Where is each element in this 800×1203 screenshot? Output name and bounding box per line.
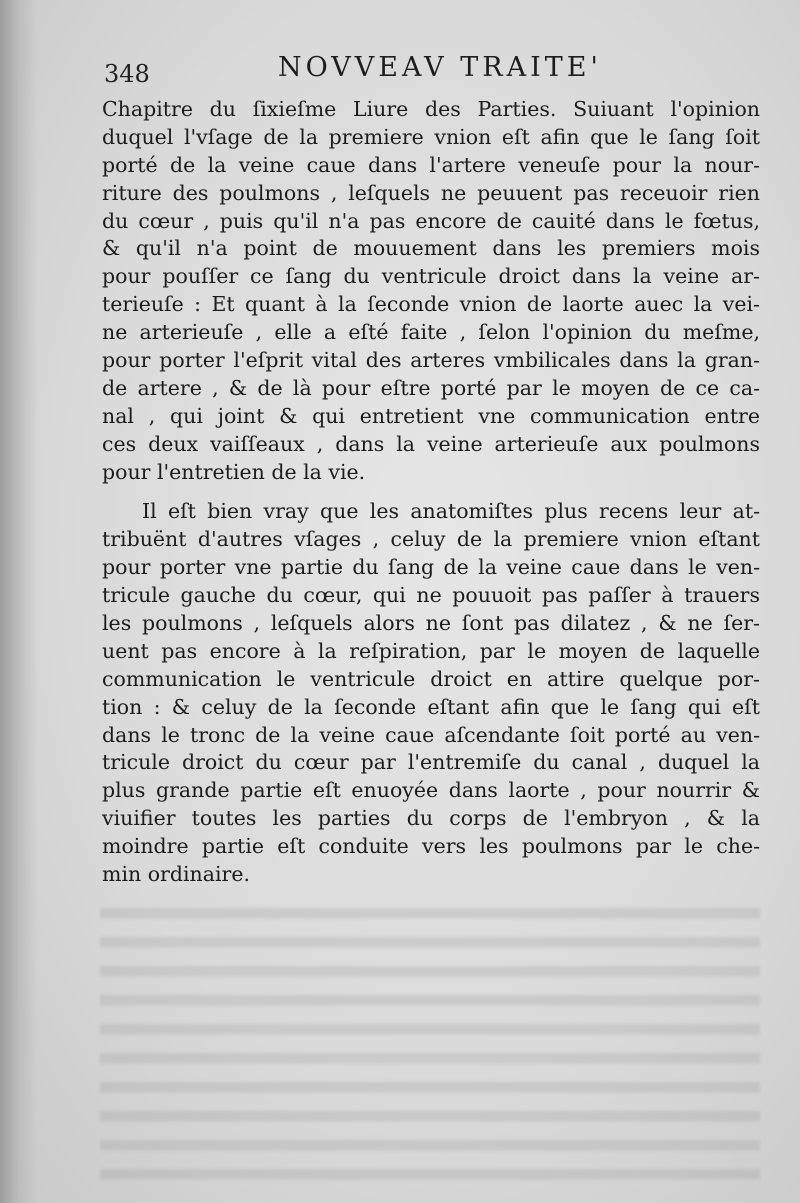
- text-line: nal , qui joint & qui entretient vne communication entre: [102, 403, 760, 428]
- page-gutter-shadow: [0, 0, 38, 1203]
- text-line: Chapitre du ſixieſme Liure des Parties. Suiuant l'opinion: [102, 97, 760, 121]
- text-line: Il eſt bien vray que les anatomiſtes plus recens leur at-: [142, 499, 760, 524]
- running-title: NOVVEAV TRAITE': [278, 52, 602, 83]
- text-line: viuifier toutes les parties du corps de l'embryon , & la: [102, 806, 760, 831]
- show-through-text: [100, 895, 760, 1185]
- text-line: tricule gauche du cœur, qui ne pouuoit pas paſſer à trauers: [102, 583, 760, 608]
- body-text: [102, 96, 760, 889]
- text-line: duquel l'vſage de la premiere vnion eſt afin que le ſang ſoit: [102, 124, 760, 149]
- paragraph-1: [102, 96, 760, 486]
- paragraph-gap: [102, 486, 760, 498]
- text-line: pour porter vne partie du ſang de la veine caue dans le ven-: [102, 555, 760, 580]
- page-header: [100, 48, 760, 88]
- text-line: ne arterieuſe , elle a eſté faite , ſelon l'opinion du meſme,: [102, 320, 760, 345]
- text-line: pour l'entretien de la vie.: [102, 459, 366, 484]
- text-line: dans le tronc de la veine caue aſcendante ſoit porté au ven-: [102, 722, 760, 747]
- text-line: de artere , & de là pour eſtre porté par le moyen de ce ca-: [102, 375, 760, 400]
- text-line: tribuënt d'autres vſages , celuy de la premiere vnion eſtant: [102, 527, 760, 552]
- page-number: 348: [104, 60, 150, 88]
- text-line: pour pouſſer ce ſang du ventricule droict dans la veine ar-: [102, 264, 760, 289]
- text-line: riture des poulmons , leſquels ne peuuent pas receuoir rien: [102, 180, 760, 205]
- text-line: les poulmons , leſquels alors ne ſont pas dilatez , & ne ſer-: [102, 611, 760, 636]
- text-line: tion : & celuy de la ſeconde eſtant afin que le ſang qui eſt: [102, 694, 760, 719]
- text-line: min ordinaire.: [102, 862, 250, 887]
- text-line: du cœur , puis qu'il n'a pas encore de cauité dans le fœtus,: [102, 208, 760, 233]
- text-line: & qu'il n'a point de mouuement dans les premiers mois: [102, 236, 760, 261]
- paragraph-2: [102, 498, 760, 888]
- text-line: communication le ventricule droict en attire quelque por-: [102, 666, 760, 691]
- text-line: plus grande partie eſt enuoyée dans laorte , pour nourrir &: [102, 778, 760, 803]
- text-line: uent pas encore à la reſpiration, par le moyen de laquelle: [102, 638, 760, 663]
- text-line: porté de la veine caue dans l'artere veneuſe pour la nour-: [102, 152, 760, 177]
- text-line: terieuſe : Et quant à la ſeconde vnion de laorte auec la vei-: [102, 292, 760, 317]
- text-line: ces deux vaiſſeaux , dans la veine arterieuſe aux poulmons: [102, 431, 760, 456]
- text-line: tricule droict du cœur par l'entremiſe du canal , duquel la: [102, 750, 760, 775]
- text-line: moindre partie eſt conduite vers les poulmons par le che-: [102, 834, 760, 859]
- text-line: pour porter l'eſprit vital des arteres vmbilicales dans la gran-: [102, 348, 760, 373]
